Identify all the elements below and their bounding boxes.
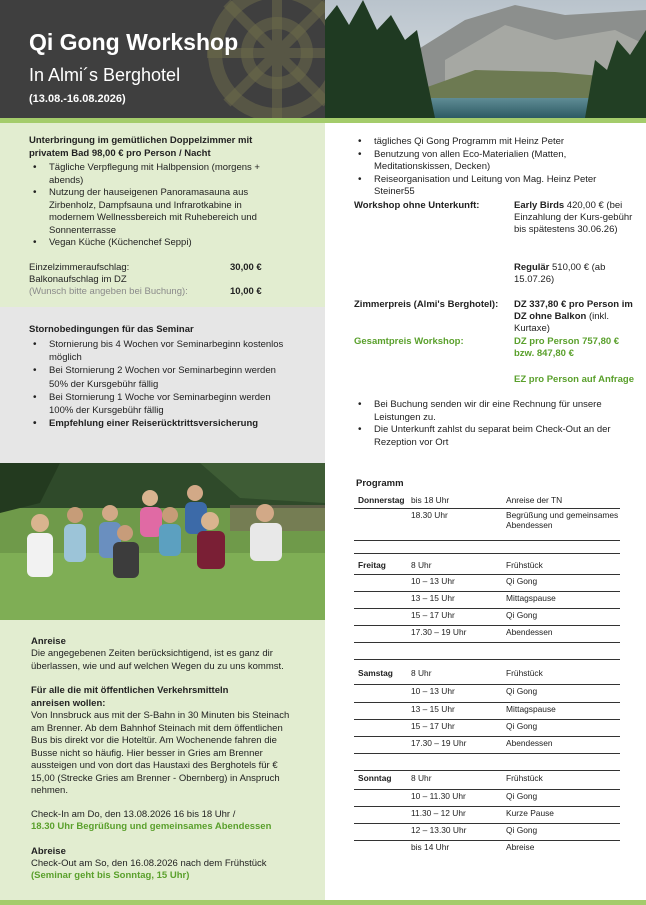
list-item: • Bei Stornierung 1 Woche vor Seminarbeginn werden 100% der Kursgebühr fällig [29, 391, 289, 417]
table-rule [354, 736, 620, 737]
list-item: • Stornierung bis 4 Wochen vor Seminarbeginn kostenlos möglich [29, 338, 289, 364]
total-price-label: Gesamtpreis Workshop: [354, 336, 464, 347]
event-dates: (13.08.-16.08.2026) [29, 93, 126, 105]
program-time: 17.30 – 19 Uhr [411, 627, 467, 637]
program-time: 13 – 15 Uhr [411, 704, 455, 714]
program-time: 13 – 15 Uhr [411, 593, 455, 603]
logo-wheel-icon [202, 0, 325, 118]
list-item: • Reiseorganisation und Leitung von Mag. Heinz Peter Steiner55 [354, 174, 614, 199]
list-item: • Die Unterkunft zahlst du separat beim Check-Out an der Rezeption vor Ort [354, 424, 619, 449]
early-bird-text: 420,00 € (bei Einzahlung der Kurs-gebühr bis spätestens 30.06.26) [514, 200, 633, 235]
program-time: 8 Uhr [411, 560, 432, 570]
accent-bar-bottom [0, 900, 646, 905]
price-without-label: Workshop ohne Unterkunft: [354, 200, 480, 211]
ez-note: EZ pro Person auf Anfrage [514, 374, 634, 385]
public-transport-text: Von Innsbruck aus mit der S-Bahn in 30 Minuten bis Steinach am Brenner. Ab dem Bahnhof Steinach mit dem öffentlichen Bus bis direkt vor die Hoteltür. Am Wochenende fahren die Busse nicht so häufig. Hier besser in Gries am Brenner aussteigen und von dort das Haustaxi des Berghotels für € 15,00 (Strecke Gries am Brenner - Obernberg) in Anspruch nehmen. [31, 710, 290, 796]
accommodation-list [29, 162, 279, 250]
program-activity: Qi Gong [506, 610, 538, 620]
cancellation-panel [0, 307, 325, 463]
list-item: • tägliches Qi Gong Programm mit Heinz Peter [354, 136, 614, 149]
program-day: Donnerstag [358, 495, 405, 505]
accommodation-panel [0, 123, 325, 307]
group-photo [0, 463, 325, 621]
total-price-value: DZ pro Person 757,80 € bzw. 847,80 € [514, 336, 620, 359]
program-activity: Frühstück [506, 668, 543, 678]
table-rule [354, 574, 620, 575]
program-title: Programm [356, 478, 404, 489]
program-time: 17.30 – 19 Uhr [411, 738, 467, 748]
checkout-text: Check-Out am So, den 16.08.2026 nach dem Frühstück [31, 858, 267, 869]
program-activity: Mittagspause [506, 593, 556, 603]
balcony-note: (Wunsch bitte angeben bei Buchung): [29, 286, 188, 297]
program-activity: Abreise [506, 842, 535, 852]
program-time: 10 – 13 Uhr [411, 576, 455, 586]
balcony-value: 10,00 € [230, 286, 262, 297]
program-time: bis 14 Uhr [411, 842, 450, 852]
table-rule [354, 753, 620, 754]
program-activity: Qi Gong [506, 825, 538, 835]
table-rule [354, 840, 620, 841]
departure-heading: Abreise [31, 846, 66, 857]
list-item: • Bei Stornierung 2 Wochen vor Seminarbeginn werden 50% der Kursgebühr fällig [29, 364, 289, 390]
table-rule [354, 553, 620, 554]
program-day: Samstag [358, 668, 393, 678]
program-time: 8 Uhr [411, 773, 432, 783]
single-room-label: Einzelzimmeraufschlag: [29, 262, 130, 273]
included-list [354, 136, 614, 199]
list-item: • Vegan Küche (Küchenchef Seppi) [29, 237, 279, 250]
table-rule [354, 806, 620, 807]
program-activity: Kurze Pause [506, 808, 554, 818]
program-activity: Begrüßung und gemeinsames Abendessen [506, 510, 619, 530]
room-price-text: (inkl. Kurtaxe) [514, 311, 610, 334]
page-subtitle: In Almi´s Berghotel [29, 65, 181, 85]
program-activity: Mittagspause [506, 704, 556, 714]
page-title: Qi Gong Workshop [29, 29, 239, 55]
regular-text: 510,00 € (ab 15.07.26) [514, 262, 606, 285]
program-activity: Qi Gong [506, 686, 538, 696]
program-day: Sonntag [358, 773, 392, 783]
room-price-label: Zimmerpreis (Almi's Berghotel): [354, 299, 499, 310]
table-rule [354, 823, 620, 824]
booking-list [354, 399, 619, 449]
program-activity: Qi Gong [506, 721, 538, 731]
program-time: 15 – 17 Uhr [411, 721, 455, 731]
table-rule [354, 659, 620, 660]
table-rule [354, 684, 620, 685]
list-item: • Tägliche Verpflegung mit Halbpension (morgens + abends) [29, 162, 279, 187]
room-price-bold: DZ 337,80 € pro Person im DZ ohne Balkon [514, 299, 633, 322]
regular-label: Regulär [514, 262, 550, 273]
table-rule [354, 540, 620, 541]
table-rule [354, 508, 620, 509]
program-time: 11.30 – 12 Uhr [411, 808, 466, 818]
table-rule [354, 642, 620, 643]
room-price-value [514, 299, 638, 335]
cancellation-list [29, 338, 289, 430]
program-time: 15 – 17 Uhr [411, 610, 455, 620]
arrival-panel [0, 620, 325, 900]
table-rule [354, 591, 620, 592]
program-time: 8 Uhr [411, 668, 432, 678]
header-banner [0, 0, 325, 118]
arrival-heading: Anreise [31, 636, 66, 647]
program-activity: Qi Gong [506, 576, 538, 586]
list-item: • Bei Buchung senden wir dir eine Rechnung für unsere Leistungen zu. [354, 399, 619, 424]
table-rule [354, 719, 620, 720]
program-activity: Frühstück [506, 560, 543, 570]
checkin-text: Check-In am Do, den 13.08.2026 16 bis 18 Uhr / [31, 809, 236, 820]
price-regular [514, 262, 624, 286]
cancellation-heading: Stornobedingungen für das Seminar [29, 324, 194, 335]
checkout-green: (Seminar geht bis Sonntag, 15 Uhr) [31, 870, 190, 881]
table-rule [354, 770, 620, 771]
program-time: bis 18 Uhr [411, 495, 450, 505]
program-day: Freitag [358, 560, 386, 570]
accommodation-heading: Unterbringung im gemütlichen Doppelzimmer mit privatem Bad 98,00 € pro Person / Nacht [29, 135, 253, 159]
program-activity: Qi Gong [506, 791, 538, 801]
balcony-label: Balkonaufschlag im DZ [29, 274, 127, 285]
list-item: • Benutzung von allen Eco-Materialien (Matten, Meditationskissen, Decken) [354, 149, 614, 174]
program-time: 12 – 13.30 Uhr [411, 825, 467, 835]
program-activity: Frühstück [506, 773, 543, 783]
program-time: 10 – 11.30 Uhr [411, 791, 466, 801]
program-time: 18.30 Uhr [411, 510, 448, 520]
mountain-lake-photo [325, 0, 646, 118]
list-item: • Nutzung der hauseigenen Panoramasauna aus Zirbenholz, Dampfsauna und Infrarotkabine in modernem Wellnessbereich mit Ruhebereich und Sonnenterrasse [29, 187, 279, 237]
single-room-value: 30,00 € [230, 262, 262, 273]
program-activity: Abendessen [506, 738, 553, 748]
table-rule [354, 789, 620, 790]
list-item: • Empfehlung einer Reiserücktrittsversicherung [29, 417, 289, 430]
table-rule [354, 608, 620, 609]
table-rule [354, 625, 620, 626]
program-time: 10 – 13 Uhr [411, 686, 455, 696]
price-early-bird [514, 200, 636, 236]
public-transport-heading: Für alle die mit öffentlichen Verkehrsmitteln anreisen wollen: [31, 685, 229, 709]
checkin-green: 18.30 Uhr Begrüßung und gemeinsames Abendessen [31, 821, 272, 832]
arrival-text: Die angegebenen Zeiten berücksichtigend, ist es ganz dir überlassen, wie und auf welchen Wegen du zu uns kommst. [31, 648, 284, 672]
table-rule [354, 702, 620, 703]
program-activity: Anreise der TN [506, 495, 563, 505]
program-activity: Abendessen [506, 627, 553, 637]
early-bird-label: Early Birds [514, 200, 565, 211]
